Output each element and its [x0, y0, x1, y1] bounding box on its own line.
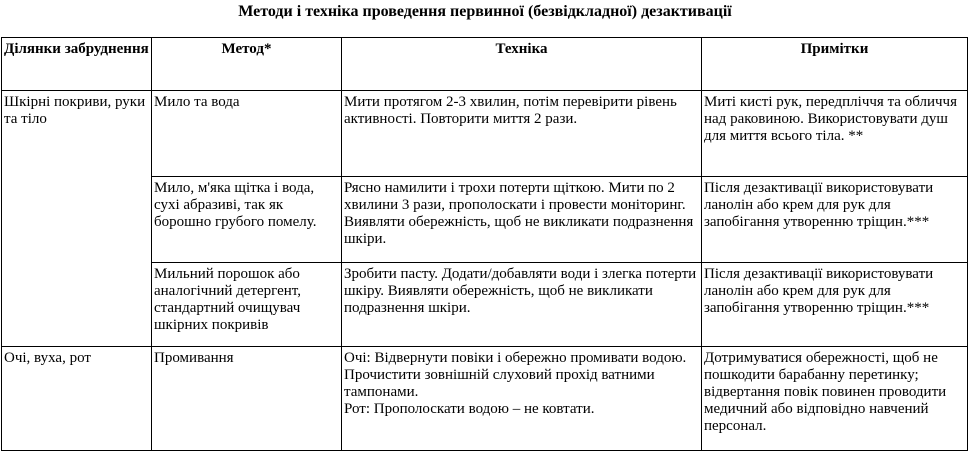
- method-cell: Промивання: [152, 347, 342, 451]
- technique-cell: Зробити пасту. Додати/добавляти води і злегка потерти шкіру. Виявляти обережність, щоб не викликати подразнення шкіри.: [342, 263, 702, 347]
- document-title: Методи і техніка проведення первинної (безвідкладної) дезактивації: [238, 3, 732, 20]
- table-header-row: [2, 38, 968, 91]
- area-cell-skin: Шкірні покриви, руки та тіло: [2, 91, 152, 347]
- method-cell: Мильний порошок або аналогічний детергент, стандартний очищувач шкірних покривів: [152, 263, 342, 347]
- method-cell: Мило, м'яка щітка і вода, сухі абразиві, так як борошно грубого помелу.: [152, 177, 342, 263]
- technique-cell: Мити протягом 2-3 хвилин, потім перевірити рівень активності. Повторити миття 2 рази.: [342, 91, 702, 177]
- technique-cell: [342, 347, 702, 451]
- notes-cell: Після дезактивації використовувати ланолін або крем для рук для запобігання утворенню тріщин.***: [702, 263, 968, 347]
- notes-cell: Після дезактивації використовувати ланолін або крем для рук для запобігання утворенню тріщин.***: [702, 177, 968, 263]
- technique-cell: Рясно намилити і трохи потерти щіткою. Мити по 2 хвилини 3 рази, прополоскати і провести моніторинг. Виявляти обережність, щоб не викликати подразнення шкіри.: [342, 177, 702, 263]
- method-cell: Мило та вода: [152, 91, 342, 177]
- decontamination-table: [1, 37, 968, 451]
- header-notes: Примітки: [702, 38, 968, 91]
- technique-mouth-line: Рот: Прополоскати водою – не ковтати.: [344, 401, 595, 417]
- header-method: Метод*: [152, 38, 342, 91]
- technique-eyes-line: Очі: Відвернути повіки і обережно промивати водою. Прочистити зовнішній слуховий прохід ватними тампонами.: [344, 350, 687, 400]
- table-row: [2, 347, 968, 451]
- table-row: [2, 91, 968, 177]
- area-cell-eyes-ears-mouth: Очі, вуха, рот: [2, 347, 152, 451]
- header-contamination-area: Ділянки забруднення: [2, 38, 152, 91]
- notes-cell: Миті кисті рук, передпліччя та обличчя над раковиною. Використовувати душ для миття всього тіла. **: [702, 91, 968, 177]
- notes-cell: Дотримуватися обережності, щоб не пошкодити барабанну перетинку; відвертання повік повинен проводити медичний або відповідно навчений персонал.: [702, 347, 968, 451]
- header-technique: Техніка: [342, 38, 702, 91]
